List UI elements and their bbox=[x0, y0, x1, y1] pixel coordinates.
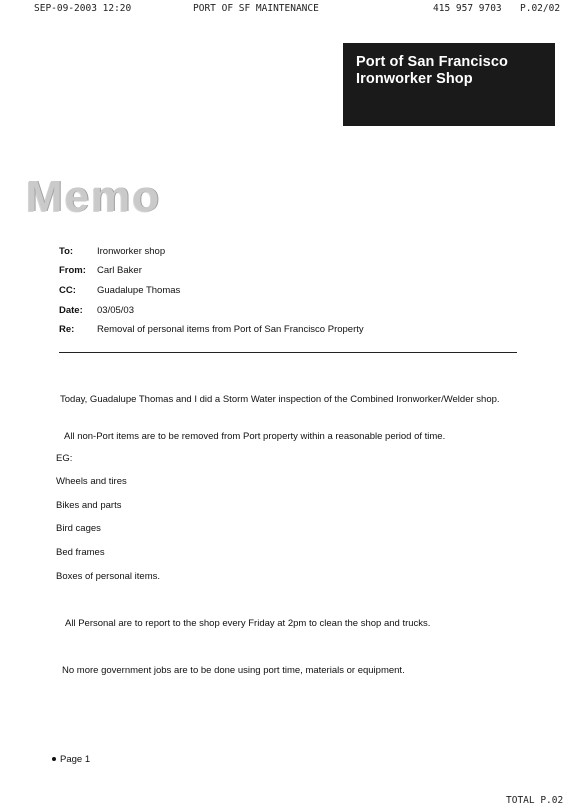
list-item: Bikes and parts bbox=[56, 500, 122, 511]
list-item: Wheels and tires bbox=[56, 476, 127, 487]
body-paragraph-1: Today, Guadalupe Thomas and I did a Storm Water inspection of the Combined Ironworker/Welder shop. bbox=[60, 394, 500, 405]
re-label: Re: bbox=[59, 324, 75, 335]
cc-label: CC: bbox=[59, 285, 76, 296]
date-value: 03/05/03 bbox=[97, 305, 134, 316]
fax-header bbox=[0, 3, 573, 17]
body-paragraph-2: All non-Port items are to be removed from Port property within a reasonable period of time. bbox=[64, 431, 446, 442]
body-paragraph-3: All Personal are to report to the shop every Friday at 2pm to clean the shop and trucks. bbox=[65, 618, 431, 629]
from-value: Carl Baker bbox=[97, 265, 142, 276]
list-item: Bed frames bbox=[56, 547, 105, 558]
eg-label: EG: bbox=[56, 453, 73, 464]
header-divider bbox=[59, 352, 517, 353]
list-item: Bird cages bbox=[56, 523, 101, 534]
letterhead-logo bbox=[343, 43, 555, 126]
fax-total-pages: TOTAL P.02 bbox=[506, 795, 564, 806]
memo-title: Memo bbox=[26, 172, 162, 221]
page-label: Page 1 bbox=[60, 754, 91, 765]
page-number bbox=[52, 754, 90, 765]
from-label: From: bbox=[59, 265, 86, 276]
body-paragraph-4: No more government jobs are to be done using port time, materials or equipment. bbox=[62, 665, 405, 676]
to-label: To: bbox=[59, 246, 74, 257]
list-item: Boxes of personal items. bbox=[56, 571, 161, 582]
date-label: Date: bbox=[59, 305, 83, 316]
fax-sender: PORT OF SF MAINTENANCE bbox=[193, 3, 319, 14]
bullet-icon bbox=[52, 757, 56, 761]
re-value: Removal of personal items from Port of San Francisco Property bbox=[97, 324, 364, 335]
cc-value: Guadalupe Thomas bbox=[97, 285, 181, 296]
fax-phone: 415 957 9703 bbox=[433, 3, 502, 14]
logo-line-2: Ironworker Shop bbox=[356, 71, 473, 87]
to-value: Ironworker shop bbox=[97, 246, 166, 257]
fax-page: P.02/02 bbox=[520, 3, 561, 14]
fax-datetime: SEP-09-2003 12:20 bbox=[34, 3, 132, 14]
logo-line-1: Port of San Francisco bbox=[356, 54, 508, 70]
